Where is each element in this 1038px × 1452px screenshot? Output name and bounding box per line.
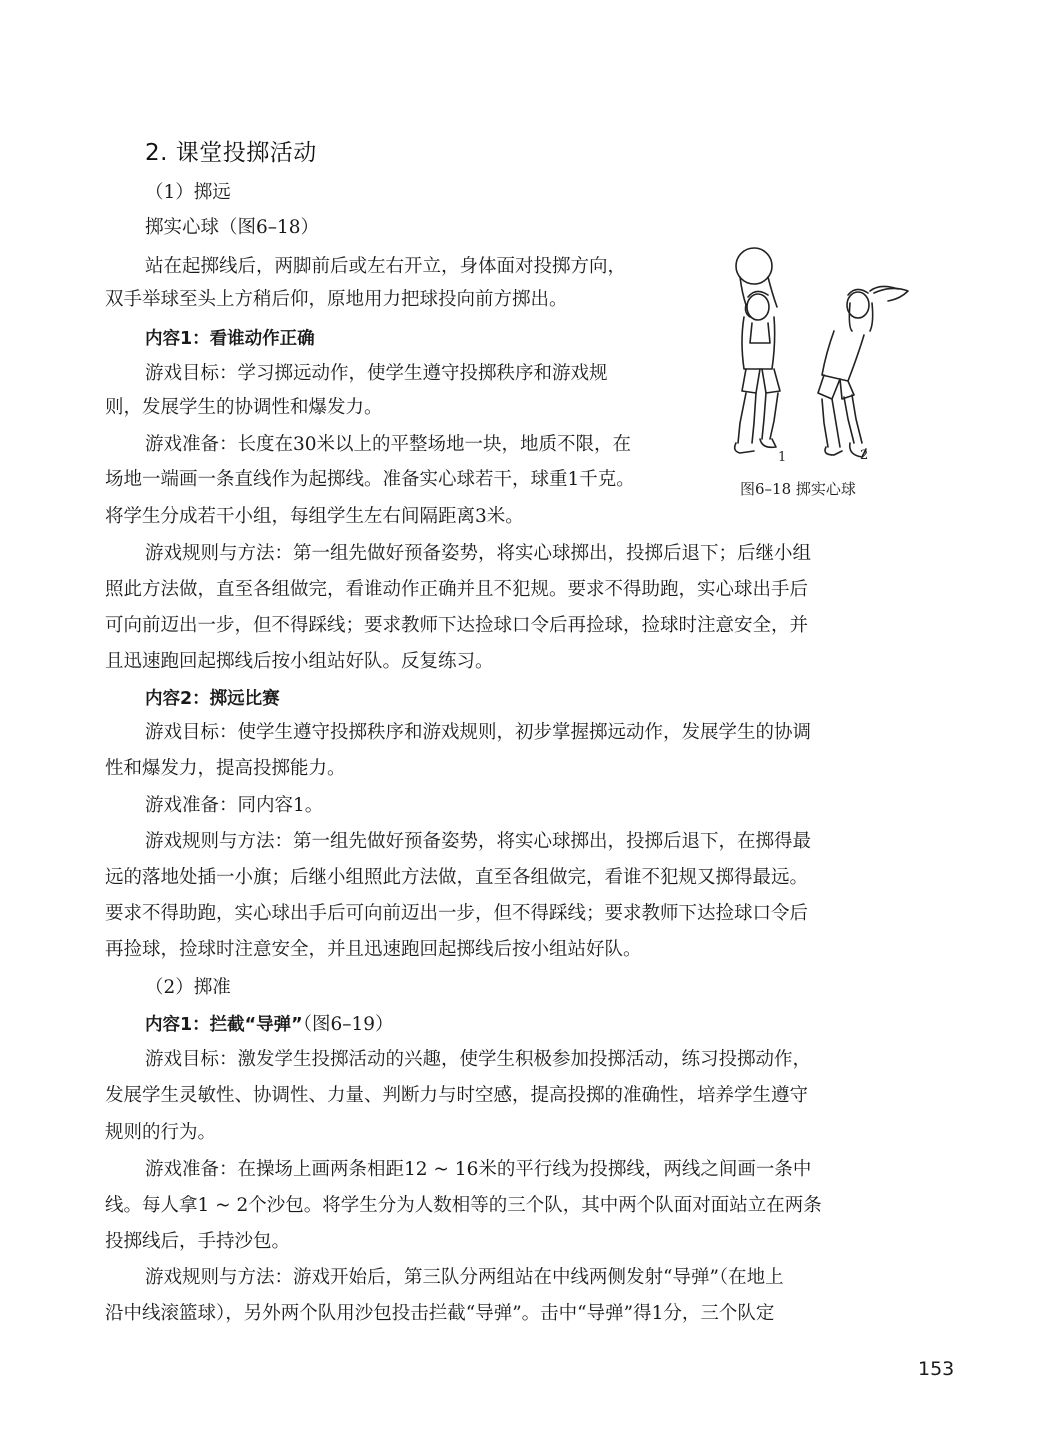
subsection-heading-throw-accuracy: （2）掷准 — [145, 977, 231, 998]
paragraph-line: 规则的行为。 — [105, 1122, 217, 1143]
thrower-figure-1 — [735, 248, 780, 453]
paragraph-line: 且迅速跑回起掷线后按小组站好队。反复练习。 — [105, 651, 494, 672]
paragraph-line: 游戏规则与方法：第一组先做好预备姿势，将实心球掷出，投掷后退下，在掷得最 — [145, 831, 812, 852]
section-title: 2. 课堂投掷活动 — [145, 140, 317, 166]
medicine-ball-throw-illustration — [722, 243, 922, 493]
thrower-figure-2 — [818, 286, 908, 457]
paragraph-line: 远的落地处插一小旗；后继小组照此方法做，直至各组做完，看谁不犯规又掷得最远。 — [105, 867, 809, 888]
content3-heading-title: 内容1：拦截“导弹” — [145, 1015, 303, 1035]
paragraph-line: 游戏规则与方法：游戏开始后，第三队分两组站在中线两侧发射“导弹”（在地上 — [145, 1267, 784, 1288]
figure-label-1: 1 — [778, 450, 787, 465]
content3-heading-figure-ref: （图6–19） — [302, 1014, 394, 1035]
paragraph-line: 游戏规则与方法：第一组先做好预备姿势，将实心球掷出，投掷后退下；后继小组 — [145, 543, 812, 564]
paragraph-line: 可向前迈出一步，但不得踩线；要求教师下达捡球口令后再捡球，捡球时注意安全，并 — [105, 615, 809, 636]
paragraph-line: 游戏目标：使学生遵守投掷秩序和游戏规则，初步掌握掷远动作，发展学生的协调 — [145, 722, 812, 743]
paragraph-line: 则，发展学生的协调性和爆发力。 — [105, 397, 383, 418]
paragraph-line: 发展学生灵敏性、协调性、力量、判断力与时空感，提高投掷的准确性，培养学生遵守 — [105, 1085, 809, 1106]
paragraph-line: 将学生分成若干小组，每组学生左右间隔距离3米。 — [105, 506, 524, 527]
paragraph-line: 游戏准备：长度在30米以上的平整场地一块，地质不限，在 — [145, 434, 632, 455]
content2-heading: 内容2：掷远比赛 — [145, 689, 280, 709]
figure-caption: 图6–18 掷实心球 — [740, 480, 856, 498]
paragraph-line: 照此方法做，直至各组做完，看谁动作正确并且不犯规。要求不得助跑，实心球出手后 — [105, 579, 809, 600]
medicine-ball — [736, 248, 772, 284]
paragraph-line: 线。每人拿1 ~ 2个沙包。将学生分为人数相等的三个队，其中两个队面对面站立在两条 — [105, 1195, 822, 1216]
paragraph-line: 性和爆发力，提高投掷能力。 — [105, 758, 346, 779]
paragraph-line: 游戏目标：激发学生投掷活动的兴趣，使学生积极参加投掷活动，练习投掷动作， — [145, 1049, 812, 1070]
figure-label-2: 2 — [860, 448, 869, 463]
paragraph-line: 要求不得助跑，实心球出手后可向前迈出一步，但不得踩线；要求教师下达捡球口令后 — [105, 903, 809, 924]
item-heading-medicine-ball: 掷实心球（图6–18） — [145, 217, 320, 238]
paragraph-line: 站在起掷线后，两脚前后或左右开立，身体面对投掷方向， — [145, 256, 627, 277]
paragraph-line: 沿中线滚篮球），另外两个队用沙包投击拦截“导弹”。击中“导弹”得1分，三个队定 — [105, 1303, 775, 1324]
paragraph-line: 游戏目标：学习掷远动作，使学生遵守投掷秩序和游戏规 — [145, 363, 608, 384]
paragraph-line: 游戏准备：同内容1。 — [145, 795, 324, 816]
subsection-heading-throw-far: （1）掷远 — [145, 182, 231, 203]
paragraph-line: 双手举球至头上方稍后仰，原地用力把球投向前方掷出。 — [105, 289, 568, 310]
paragraph-line: 游戏准备：在操场上画两条相距12 ~ 16米的平行线为投掷线，两线之间画一条中 — [145, 1159, 812, 1180]
paragraph-line: 再捡球，捡球时注意安全，并且迅速跑回起掷线后按小组站好队。 — [105, 939, 642, 960]
paragraph-line: 投掷线后，手持沙包。 — [105, 1231, 291, 1252]
content1-heading: 内容1：看谁动作正确 — [145, 329, 315, 349]
content3-heading — [145, 1012, 394, 1038]
page-number: 153 — [918, 1358, 955, 1380]
paragraph-line: 场地一端画一条直线作为起掷线。准备实心球若干，球重1千克。 — [105, 469, 635, 490]
